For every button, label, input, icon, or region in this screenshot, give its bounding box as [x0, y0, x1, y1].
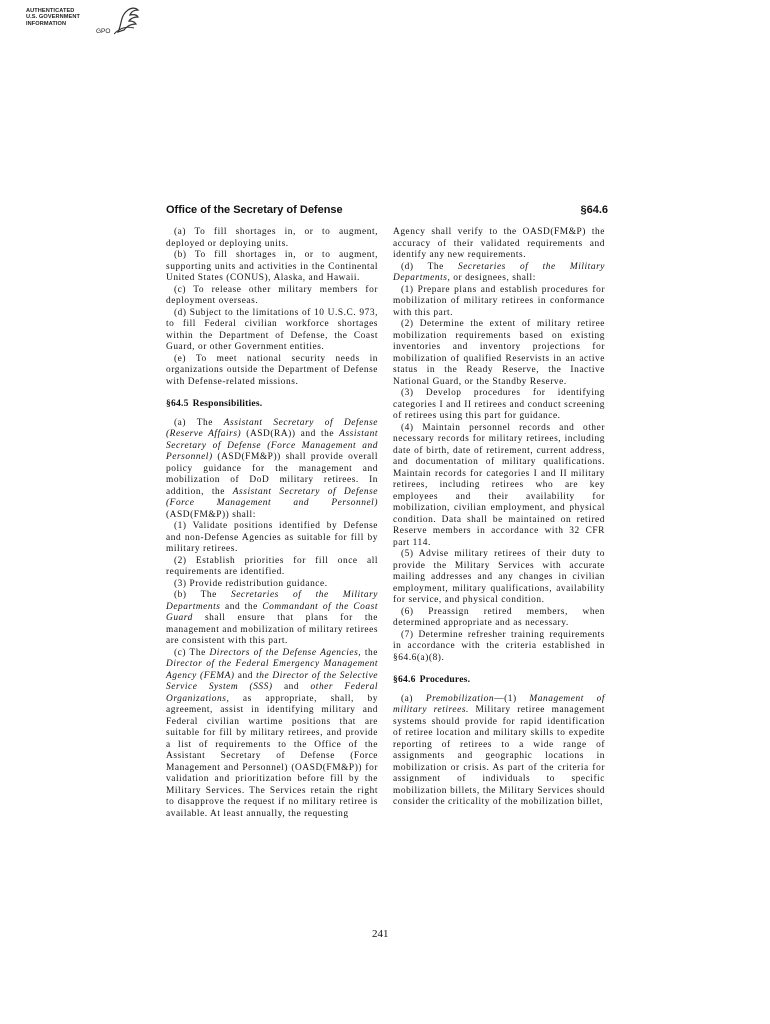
paragraph: (4) Maintain personnel records and other necessary records for military retirees, including date of birth, date of retirement, current address, and documentation of military qualifications. Maintain records for categories I and II military retirees, including retirees who are key employees and their availability for mobilization, civilian employment, and physical condition. Data shall be maintained on retired Reserve members in accordance with 32 CFR part 114. [393, 422, 605, 548]
section-symbol: §64.5 [166, 398, 189, 409]
paragraph: (b) The Secretaries of the Military Departments and the Commandant of the Coast Guard shall ensure that plans for the management and mobilization of military retirees are consistent with this part. [166, 590, 379, 646]
seal-text [26, 8, 80, 27]
paragraph: (a) The Assistant Secretary of Defense (Reserve Affairs) (ASD(RA)) and the Assistant Secretary of Defense (Force Management and Personnel) (ASD(FM&P)) shall provide overall policy guidance for the management and mobilization of DoD military retirees. In addition, the Assistant Secretary of Defense (Force Management and Personnel) (ASD(FM&P)) shall: [166, 417, 379, 520]
paragraph: (1) Prepare plans and establish procedures for mobilization of military retirees in conformance with this part. [393, 284, 605, 318]
right-column [393, 227, 605, 809]
section-symbol: §64.6 [393, 674, 416, 685]
eagle-icon [114, 6, 140, 36]
paragraph: (c) The Directors of the Defense Agencies, the Director of the Federal Emergency Management Agency (FEMA) and the Director of the Selective Service System (SSS) and other Federal Organizations, as appropriate, shall, by agreement, assist in identifying military and Federal civilian wartime positions that are suitable for fill by military retirees, and provide a list of requirements to the Office of the Assistant Secretary of Defense (Force Management and Personnel) (OASD(FM&P)) for validation and prioritization before fill by the Military Services. The Services retain the right to disapprove the request if no military retiree is available. At least annually, the requesting [166, 647, 378, 819]
running-header-section: §64.6 [580, 204, 608, 216]
left-column [166, 227, 378, 820]
seal-line: INFORMATION [26, 20, 67, 27]
seal-line: AUTHENTICATED [26, 8, 75, 14]
paragraph: Agency shall verify to the OASD(FM&P) the accuracy of their validated requirements and identify any new requirements. [393, 227, 605, 260]
paragraph: (7) Determine refresher training requirements in accordance with the criteria established in §64.6(a)(8). [393, 629, 605, 663]
seal-line: U.S. GOVERNMENT [26, 14, 81, 21]
paragraph: (d) The Secretaries of the Military Departments, or designees, shall: [393, 261, 605, 283]
running-header-title: Office of the Secretary of Defense [166, 204, 343, 216]
section-heading-64-5 [166, 398, 378, 410]
paragraph: (5) Advise military retirees of their duty to provide the Military Services with accurate mailing addresses and any changes in civilian employment, military qualifications, availability for service, and physical condition. [393, 549, 605, 605]
paragraph: (2) Establish priorities for fill once all requirements are identified. [166, 555, 378, 577]
paragraph: (e) To meet national security needs in organizations outside the Department of Defense with Defense-related missions. [166, 353, 378, 387]
paragraph: (b) To fill shortages in, or to augment, supporting units and activities in the Continental United States (CONUS), Alaska, and Hawaii. [166, 250, 378, 283]
paragraph: (2) Determine the extent of military retiree mobilization requirements based on existing inventories and inventory projections for mobilization of qualified Reservists in an active status in the Ready Reserve, the Inactive National Guard, or the Standby Reserve. [393, 319, 605, 387]
section-title: Responsibilities. [192, 398, 263, 409]
page-number: 241 [372, 928, 389, 940]
section-heading-64-6 [393, 674, 605, 686]
section-title: Procedures. [419, 674, 471, 685]
seal-gpo: GPO [96, 28, 111, 35]
paragraph: (a) Premobilization—(1) Management of military retirees. Military retiree management systems should provide for rapid identification of retiree location and military skills to expedite reporting of retirees to a wide range of assignments and geographic locations in mobilization or crisis. As part of the criteria for assignment of individuals to specific mobilization billets, the Military Services should consider the criticality of the mobilization billet, [393, 693, 605, 807]
gpo-authentication-seal [22, 6, 142, 42]
paragraph: (6) Preassign retired members, when determined appropriate and as necessary. [393, 606, 605, 628]
paragraph: (a) To fill shortages in, or to augment, deployed or deploying units. [166, 227, 378, 249]
paragraph: (3) Provide redistribution guidance. [174, 578, 328, 589]
paragraph: (1) Validate positions identified by Defense and non-Defense Agencies as suitable for fill by military retirees. [166, 521, 378, 554]
paragraph: (3) Develop procedures for identifying categories I and II retirees and conduct screening of retirees using this part for guidance. [393, 388, 605, 421]
paragraph: (d) Subject to the limitations of 10 U.S.C. 973, to fill Federal civilian workforce shortages within the Department of Defense, the Coast Guard, or other Government entities. [166, 307, 378, 352]
paragraph: (c) To release other military members for deployment overseas. [166, 284, 378, 306]
